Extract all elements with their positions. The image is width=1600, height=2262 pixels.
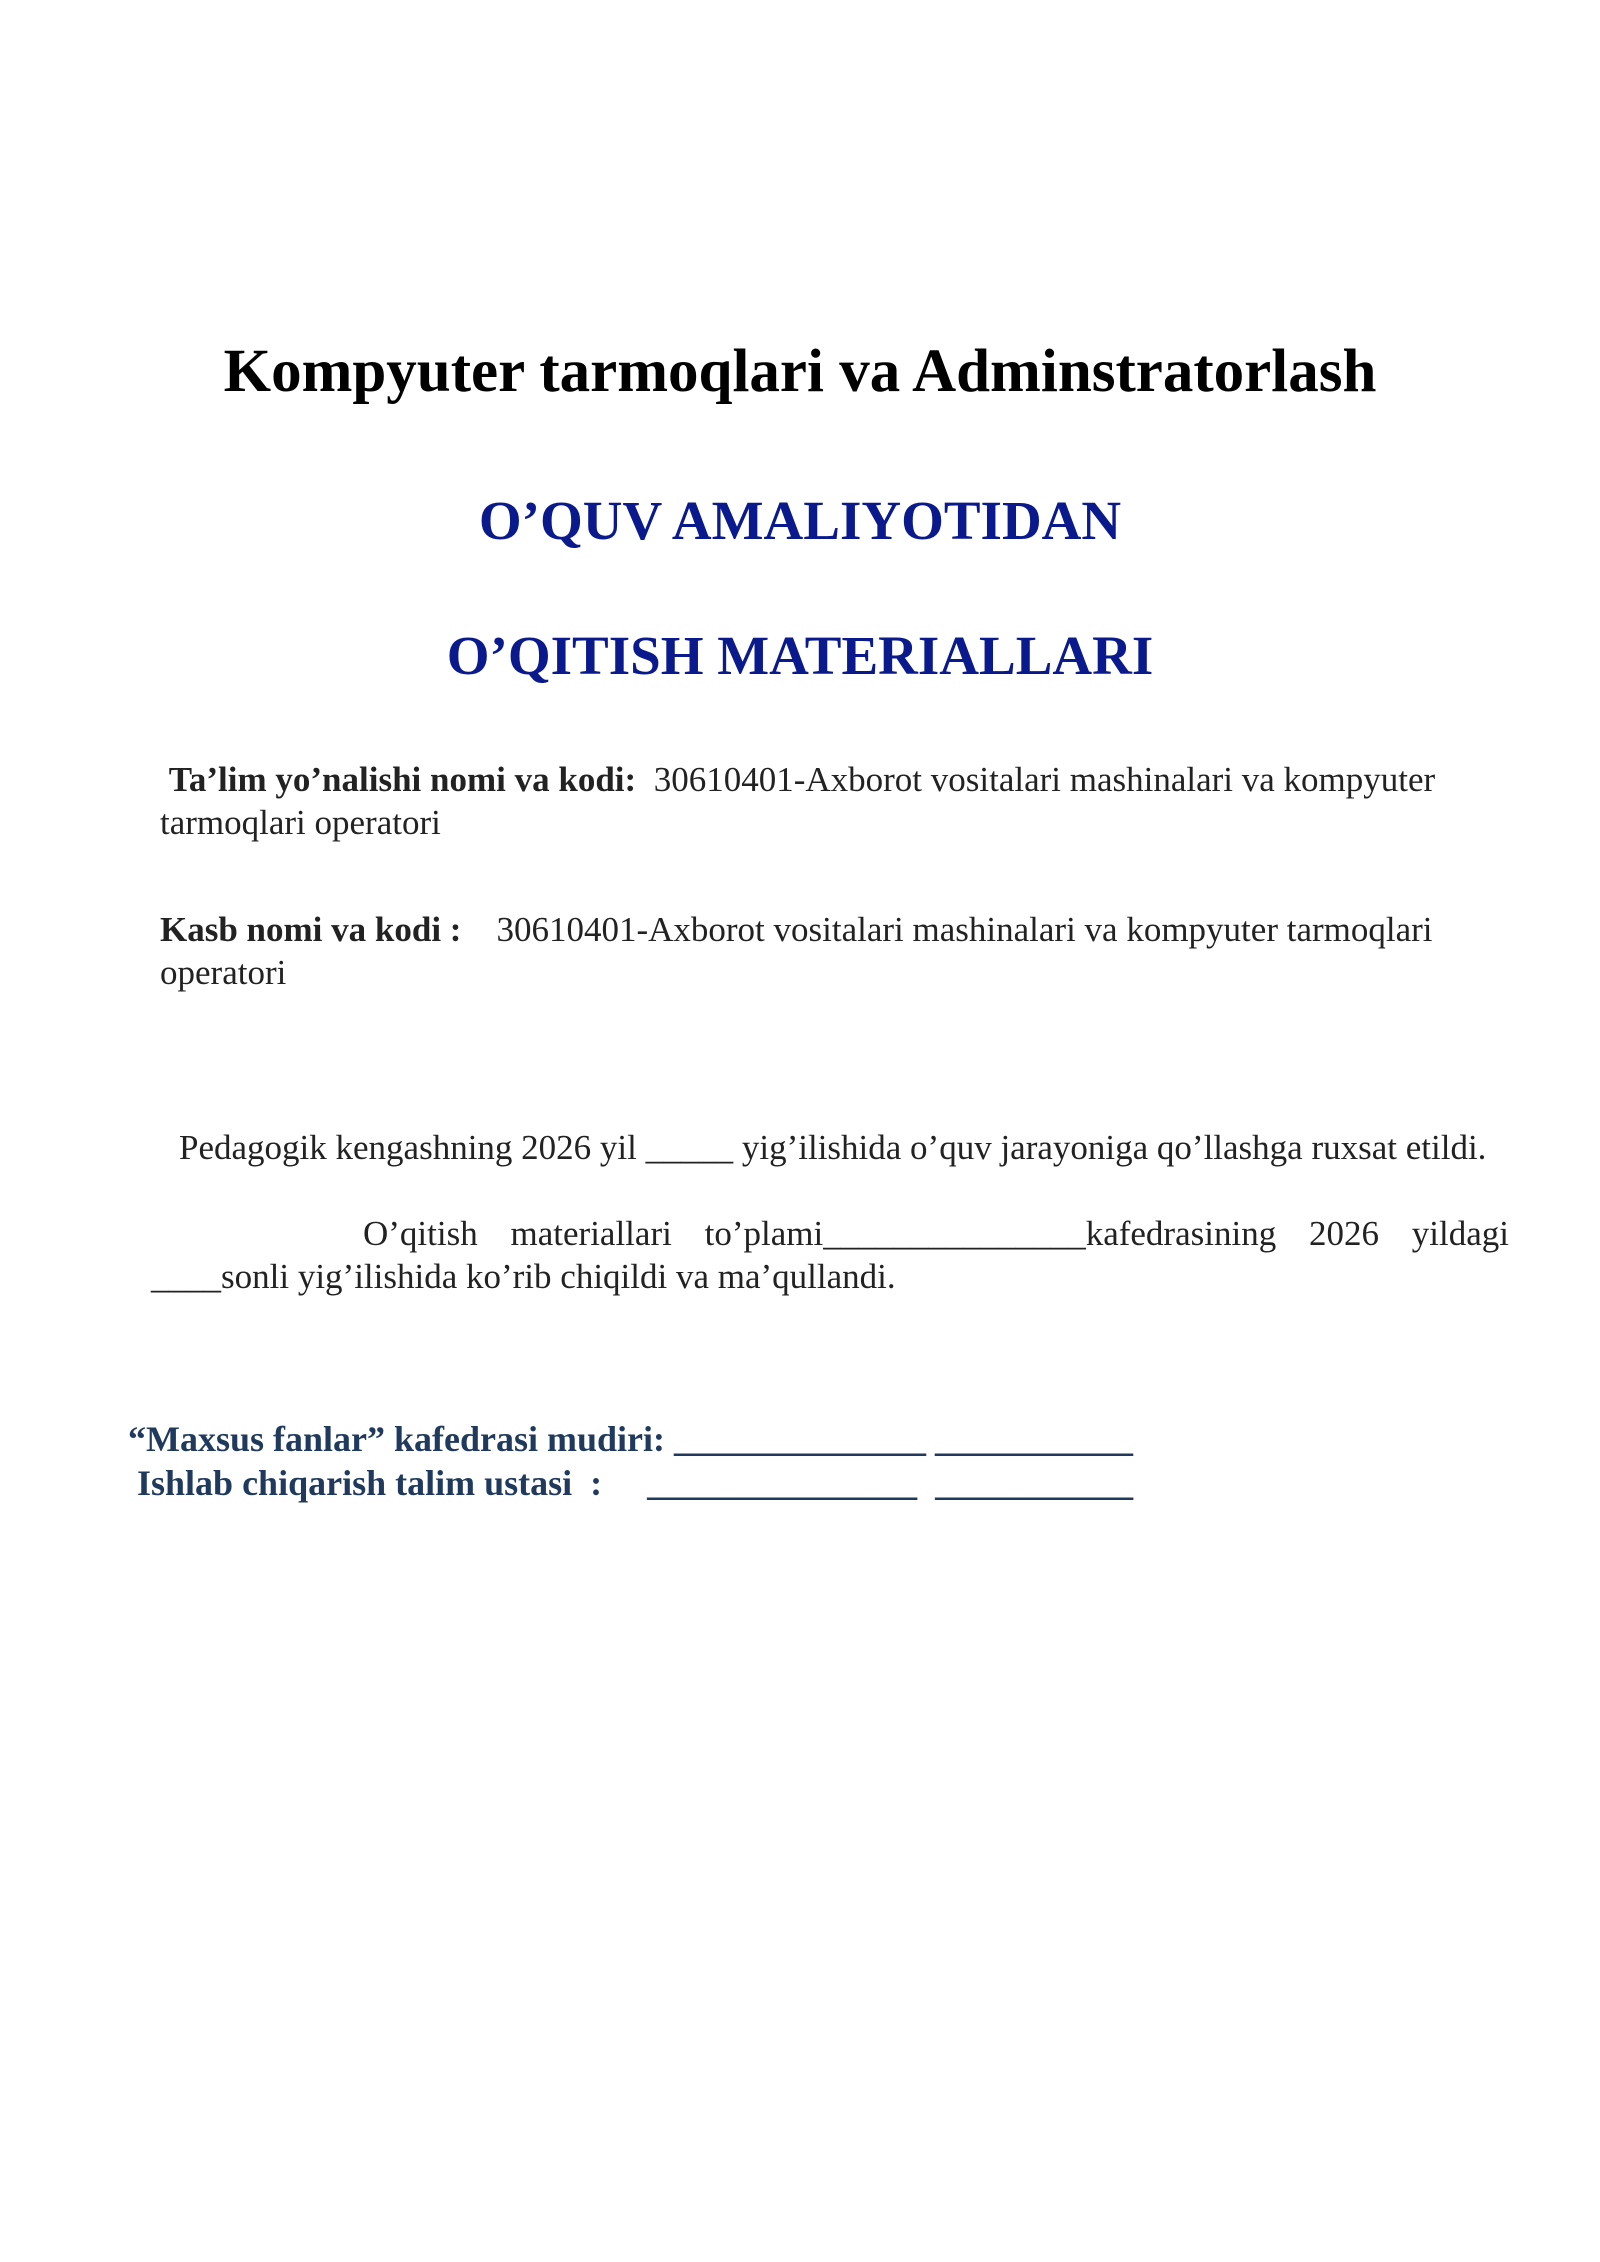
subtitle-practice: O’QUV AMALIYOTIDAN: [478, 490, 1122, 551]
document-title: Kompyuter tarmoqlari va Adminstratorlash: [223, 338, 1377, 405]
direction-field: [160, 758, 1510, 844]
profession-field: [160, 908, 1510, 994]
master-signature: Ishlab chiqarish talim ustasi : _______________ ___________: [137, 1463, 1134, 1503]
department-head-signature: “Maxsus fanlar” kafedrasi mudiri: ______________ ___________: [128, 1419, 1134, 1459]
approval-paragraph: Pedagogik kengashning 2026 yil _____ yig’ilishida o’quv jarayoniga qo’llashga ruxsat etildi.: [179, 1128, 1487, 1167]
review-paragraph: O’qitish materiallari to’plami_______________kafedrasining 2026 yildagi ____sonli yig’ilishida ko’rib chiqildi va ma’qullandi.: [151, 1214, 1509, 1296]
direction-label: Ta’lim yo’nalishi nomi va kodi:: [168, 760, 637, 799]
direction-value: 30610401-Axborot vositalari mashinalari va kompyuter tarmoqlari operatori: [160, 760, 1436, 842]
profession-value: 30610401-Axborot vositalari mashinalari va kompyuter tarmoqlari operatori: [160, 910, 1433, 992]
subtitle-materials: O’QITISH MATERIALLARI: [446, 625, 1154, 686]
profession-label: Kasb nomi va kodi :: [160, 910, 462, 949]
